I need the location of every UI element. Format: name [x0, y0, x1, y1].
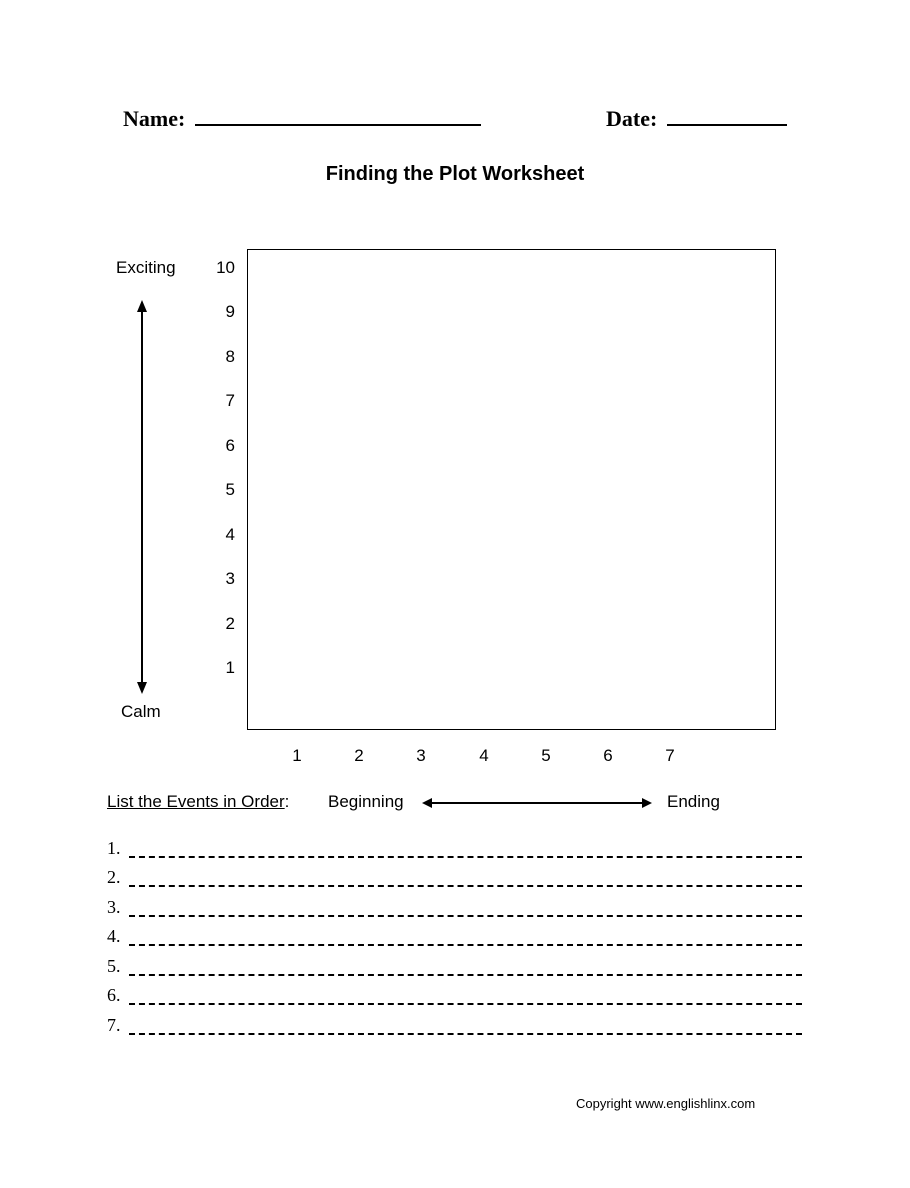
y-tick: 1 [225, 658, 235, 677]
date-blank[interactable] [667, 123, 787, 126]
beginning-label: Beginning [328, 792, 404, 811]
page-title: Finding the Plot Worksheet [325, 163, 585, 185]
y-label-calm: Calm [121, 702, 161, 721]
event-number: 6. [107, 985, 121, 1005]
event-blank[interactable] [129, 1033, 802, 1035]
event-blank[interactable] [129, 974, 802, 976]
event-line-2[interactable] [107, 865, 802, 891]
event-number: 5. [107, 956, 121, 976]
event-line-7[interactable] [107, 1013, 802, 1039]
events-heading [107, 792, 289, 812]
event-blank[interactable] [129, 856, 802, 858]
x-tick: 7 [665, 746, 675, 765]
y-tick: 5 [225, 480, 235, 499]
x-tick: 5 [541, 746, 551, 765]
ending-label: Ending [667, 792, 720, 811]
event-line-6[interactable] [107, 983, 802, 1009]
date-field [606, 106, 787, 132]
date-label: Date: [606, 106, 658, 131]
copyright-text: Copyright www.englishlinx.com [576, 1096, 756, 1111]
y-tick: 6 [225, 436, 235, 455]
y-tick: 2 [225, 614, 235, 633]
name-blank[interactable] [195, 123, 481, 126]
event-number: 4. [107, 926, 121, 946]
y-tick: 7 [225, 391, 235, 410]
y-label-exciting: Exciting [116, 258, 176, 277]
x-tick: 6 [603, 746, 613, 765]
x-tick: 1 [292, 746, 302, 765]
plot-area[interactable] [247, 249, 776, 730]
y-tick: 9 [225, 302, 235, 321]
x-tick: 4 [479, 746, 489, 765]
events-heading-colon: : [284, 792, 290, 811]
event-number: 2. [107, 867, 121, 887]
event-number: 7. [107, 1015, 121, 1035]
horizontal-double-arrow-icon [420, 796, 654, 810]
event-line-1[interactable] [107, 836, 802, 862]
event-line-3[interactable] [107, 895, 802, 921]
events-heading-text: List the Events in Order [107, 792, 285, 811]
name-field [123, 106, 481, 132]
name-label: Name: [123, 106, 186, 131]
y-tick: 8 [225, 347, 235, 366]
event-line-4[interactable] [107, 924, 802, 950]
vertical-double-arrow-icon [132, 298, 152, 698]
event-number: 3. [107, 897, 121, 917]
event-blank[interactable] [129, 885, 802, 887]
y-tick: 10 [216, 258, 235, 277]
event-blank[interactable] [129, 915, 802, 917]
event-line-5[interactable] [107, 954, 802, 980]
event-blank[interactable] [129, 1003, 802, 1005]
y-tick: 3 [225, 569, 235, 588]
event-blank[interactable] [129, 944, 802, 946]
event-number: 1. [107, 838, 121, 858]
x-tick: 3 [416, 746, 426, 765]
x-tick: 2 [354, 746, 364, 765]
y-tick: 4 [225, 525, 235, 544]
